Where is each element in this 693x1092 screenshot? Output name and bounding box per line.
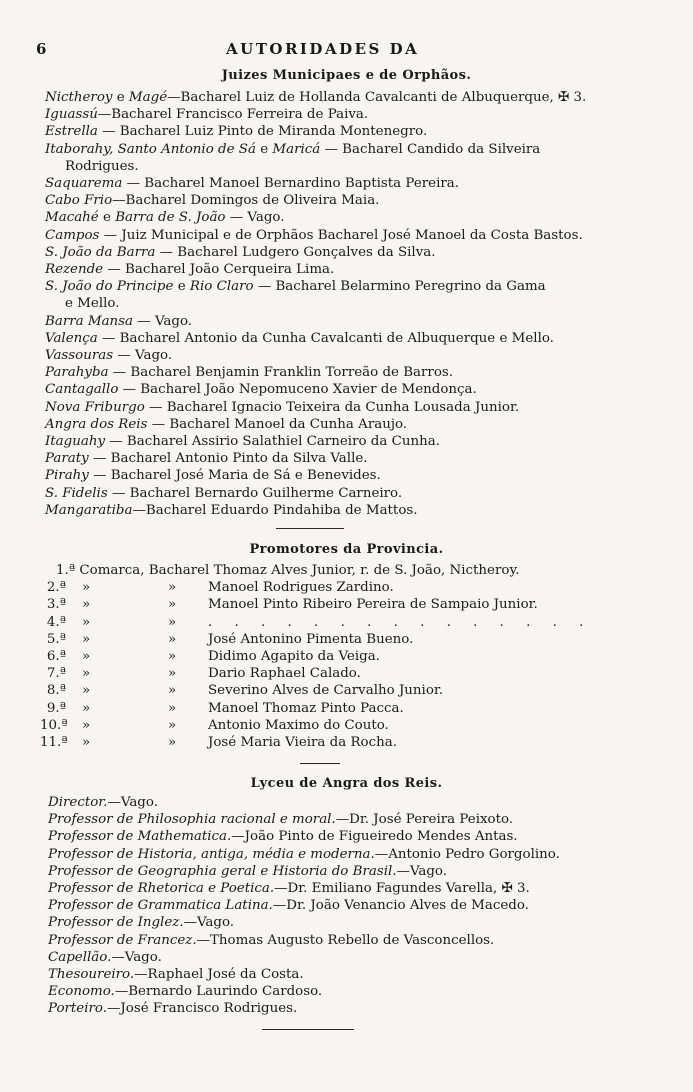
place-name: Maricá — [272, 141, 321, 157]
office-holder: —Raphael José da Costa. — [134, 967, 304, 983]
office-holder: —Thomas Augusto Rebello de Vasconcellos. — [196, 932, 495, 948]
comarca-number: 6.ª — [46, 648, 66, 664]
lyceu-list — [48, 794, 658, 1018]
lyceu-entry — [48, 880, 658, 897]
ditto-mark: » — [168, 734, 177, 750]
place-name: Rio Claro — [189, 279, 254, 295]
juiz-entry — [45, 399, 645, 416]
office-holder: —Dr. Emiliano Fagundes Varella, ✠ 3. — [274, 881, 530, 897]
promotor-name: Antonio Maximo do Couto. — [208, 717, 389, 733]
juiz-entry — [45, 330, 645, 347]
running-title: AUTORIDADES DA — [226, 40, 420, 58]
office-title: Thesoureiro. — [48, 967, 135, 983]
place-name: Nova Friburgo — [45, 399, 145, 415]
office-title: Capellão. — [48, 949, 112, 965]
place-name: Barra de S. João — [115, 210, 226, 226]
ditto-mark: » — [168, 717, 177, 733]
office-title: Professor de Grammatica Latina. — [48, 898, 273, 914]
juiz-entry — [45, 141, 645, 158]
appointee-text: — Bacharel Luiz Pinto de Miranda Montenegro. — [97, 124, 428, 140]
ditto-mark: » — [82, 734, 91, 750]
ditto-mark: » — [168, 580, 177, 596]
promotor-name: Didimo Agapito da Veiga. — [208, 648, 380, 664]
promotor-row — [40, 648, 600, 665]
conjunction: e — [98, 210, 116, 226]
appointee-text: — Bacharel Manoel Bernardino Baptista Pereira. — [122, 176, 459, 192]
office-holder: —Vago. — [396, 863, 448, 879]
office-holder: —Vago. — [111, 949, 162, 965]
lyceu-entry — [48, 949, 658, 966]
promotor-row — [40, 596, 600, 613]
juiz-entry — [45, 467, 645, 484]
juiz-entry — [45, 381, 645, 398]
juiz-entry — [45, 244, 645, 261]
office-title: Professor de Historia, antiga, média e moderna. — [48, 846, 375, 862]
ditto-mark: » — [82, 700, 91, 716]
office-title: Professor de Geographia geral e Historia do Brasil. — [48, 863, 397, 879]
juiz-entry — [45, 502, 645, 519]
lyceu-entry — [48, 983, 658, 1000]
office-title: Director. — [48, 795, 108, 810]
lyceu-entry — [48, 863, 658, 880]
section-divider — [262, 1029, 354, 1030]
juiz-entry — [45, 313, 645, 330]
promotor-row — [40, 614, 600, 631]
lyceu-entry — [48, 846, 658, 863]
promotor-row-first — [40, 562, 600, 579]
office-title: Professor de Inglez. — [48, 915, 184, 931]
juiz-entry — [45, 192, 645, 209]
place-name: Nictheroy — [45, 90, 113, 105]
promotor-name: Dario Raphael Calado. — [208, 666, 361, 682]
appointee-text: —Bacharel Francisco Ferreira de Paiva. — [97, 107, 369, 123]
appointee-text: — Bacharel José Maria de Sá e Benevides. — [88, 468, 381, 484]
office-holder: —João Pinto de Figueiredo Mendes Antas. — [231, 829, 518, 845]
ditto-mark: » — [168, 648, 177, 664]
office-title: Professor de Philosophia racional e moral. — [48, 812, 336, 828]
lyceu-entry — [48, 932, 658, 949]
juiz-entry — [45, 158, 645, 175]
promotor-name: Manoel Thomaz Pinto Pacca. — [208, 700, 404, 716]
appointee-text: — Bacharel João Cerqueira Lima. — [103, 262, 335, 278]
juiz-entry — [45, 227, 645, 244]
juizes-list — [45, 89, 645, 519]
comarca-number: 8.ª — [46, 683, 66, 699]
juiz-entry — [45, 261, 645, 278]
promotor-first-text: 1.ª Comarca, Bacharel Thomaz Alves Junior, r. de S. João, Nictheroy. — [56, 563, 520, 578]
appointee-text: — Bacharel Manoel da Cunha Araujo. — [147, 416, 408, 432]
place-name: Paraty — [45, 451, 89, 467]
appointee-text: — Bacharel Ignacio Teixeira da Cunha Lousada Junior. — [144, 399, 520, 415]
comarca-number: 4.ª — [46, 614, 66, 630]
ditto-mark: » — [82, 631, 91, 647]
office-title: Professor de Rhetorica e Poetica. — [48, 881, 275, 897]
juiz-entry — [45, 278, 645, 295]
promotor-name: Manoel Pinto Ribeiro Pereira de Sampaio Junior. — [208, 597, 538, 613]
office-holder: —Dr. João Venancio Alves de Macedo. — [272, 898, 529, 914]
place-name: S. Fidelis — [45, 485, 108, 501]
comarca-number: 5.ª — [46, 631, 66, 647]
lyceu-entry — [48, 966, 658, 983]
place-name: Macahé — [45, 210, 99, 226]
place-name: Angra dos Reis — [45, 416, 148, 432]
place-name: Mangaratiba — [45, 502, 133, 518]
promotor-row — [40, 682, 600, 699]
ditto-mark: » — [82, 666, 91, 682]
office-holder: —Dr. José Pereira Peixoto. — [335, 812, 514, 828]
juiz-entry — [45, 433, 645, 450]
promotores-list — [40, 562, 600, 751]
comarca-number: 11.ª — [40, 734, 68, 750]
promotor-row — [40, 665, 600, 682]
place-name: Vassouras — [45, 348, 114, 364]
ditto-mark: » — [168, 631, 177, 647]
juizes-section-title: Juizes Municipaes e de Orphãos. — [221, 68, 472, 83]
ditto-mark: » — [168, 683, 177, 699]
promotor-row — [40, 717, 600, 734]
promotor-row — [40, 579, 600, 596]
promotor-name: Severino Alves de Carvalho Junior. — [208, 683, 444, 699]
lyceu-entry — [48, 794, 658, 811]
promotor-row — [40, 631, 600, 648]
place-name: Estrella — [45, 124, 98, 140]
ditto-mark: » — [82, 648, 91, 664]
promotores-section-title: Promotores da Provincia. — [249, 542, 444, 557]
place-name: S. João do Principe — [45, 279, 174, 295]
promotor-row — [40, 734, 600, 751]
appointee-text: — Bacharel Assirio Salathiel Carneiro da Cunha. — [105, 434, 440, 450]
comarca-number: 10.ª — [40, 717, 68, 733]
ditto-mark: » — [82, 683, 91, 699]
section-divider — [300, 763, 340, 764]
ditto-mark: » — [82, 597, 91, 613]
comarca-number: 2.ª — [46, 580, 66, 596]
appointee-text: — Bacharel João Nepomuceno Xavier de Mendonça. — [118, 382, 477, 398]
place-name: Pirahy — [45, 468, 89, 484]
ditto-mark: » — [82, 580, 91, 596]
place-name: Iguassú — [45, 107, 98, 123]
page-header — [36, 40, 656, 62]
lyceu-entry — [48, 811, 658, 828]
office-holder: —Vago. — [107, 795, 158, 810]
lyceu-section-title: Lyceu de Angra dos Reis. — [250, 776, 443, 791]
comarca-number: 7.ª — [46, 666, 66, 682]
promotor-row — [40, 700, 600, 717]
page-number: 6 — [36, 40, 47, 58]
place-name: Campos — [45, 227, 100, 243]
appointee-text: —Bacharel Luiz de Hollanda Cavalcanti de Albuquerque, ✠ 3. — [167, 90, 587, 105]
lyceu-entry — [48, 897, 658, 914]
place-name: S. João da Barra — [45, 244, 156, 260]
appointee-text: — Vago. — [113, 348, 173, 364]
ditto-mark: » — [168, 666, 177, 682]
place-name: Cantagallo — [45, 382, 119, 398]
section-divider — [276, 528, 344, 529]
appointee-text: — Vago. — [133, 313, 193, 329]
office-title: Professor de Francez. — [48, 932, 197, 948]
juiz-entry — [45, 295, 645, 312]
juiz-entry — [45, 106, 645, 123]
appointee-text: — Bacharel Bernardo Guilherme Carneiro. — [107, 485, 403, 501]
appointee-text: —Bacharel Domingos de Oliveira Maia. — [112, 193, 380, 209]
ditto-mark: » — [168, 700, 177, 716]
conjunction: e — [112, 90, 129, 105]
appointee-text: — Bacharel Candido da Silveira — [320, 141, 541, 157]
appointee-text: — Bacharel Belarmino Peregrino da Gama — [253, 279, 546, 295]
appointee-text: — Bacharel Benjamin Franklin Torreão de Barros. — [108, 365, 454, 381]
place-name: Magé — [128, 90, 168, 105]
juiz-entry — [45, 89, 645, 106]
ditto-mark: » — [82, 614, 91, 630]
appointee-text: —Bacharel Eduardo Pindahiba de Mattos. — [132, 502, 418, 518]
promotor-name: José Maria Vieira da Rocha. — [208, 734, 397, 750]
promotor-name: José Antonino Pimenta Bueno. — [208, 631, 414, 647]
ditto-mark: » — [168, 614, 177, 630]
juiz-entry — [45, 347, 645, 364]
juiz-entry — [45, 485, 645, 502]
comarca-number: 9.ª — [46, 700, 66, 716]
office-title: Porteiro. — [48, 1001, 108, 1017]
appointee-text: — Bacharel Antonio Pinto da Silva Valle. — [88, 451, 368, 467]
office-title: Economo. — [48, 984, 115, 1000]
lyceu-entry — [48, 1000, 658, 1017]
conjunction: e — [173, 279, 190, 295]
lyceu-entry — [48, 914, 658, 931]
place-name: Parahyba — [45, 365, 109, 381]
appointee-text: — Vago. — [225, 210, 285, 226]
lyceu-entry — [48, 828, 658, 845]
appointee-text: e Mello. — [65, 296, 120, 312]
appointee-text: Rodrigues. — [65, 158, 139, 174]
juiz-entry — [45, 175, 645, 192]
juiz-entry — [45, 123, 645, 140]
office-holder: —José Francisco Rodrigues. — [107, 1001, 298, 1017]
place-name: Saquarema — [45, 176, 123, 192]
place-name: Valença — [45, 330, 98, 346]
appointee-text: — Bacharel Ludgero Gonçalves da Silva. — [155, 244, 436, 260]
juiz-entry — [45, 209, 645, 226]
place-name: Rezende — [45, 262, 104, 278]
place-name: Barra Mansa — [45, 313, 134, 329]
conjunction: e — [255, 141, 273, 157]
office-holder: —Vago. — [183, 915, 235, 931]
office-holder: —Antonio Pedro Gorgolino. — [374, 846, 560, 862]
ditto-mark: » — [82, 717, 91, 733]
place-name: Itaguahy — [45, 434, 106, 450]
place-name: Itaborahy, Santo Antonio de Sá — [45, 141, 256, 157]
appointee-text: — Bacharel Antonio da Cunha Cavalcanti de Albuquerque e Mello. — [97, 330, 554, 346]
office-holder: —Bernardo Laurindo Cardoso. — [114, 984, 323, 1000]
juiz-entry — [45, 364, 645, 381]
promotor-name: . . . . . . . . . . . . . . . — [208, 614, 593, 630]
comarca-number: 3.ª — [46, 597, 66, 613]
place-name: Cabo Frio — [45, 193, 113, 209]
promotor-name: Manoel Rodrigues Zardino. — [208, 580, 394, 596]
office-title: Professor de Mathematica. — [48, 829, 232, 845]
ditto-mark: » — [168, 597, 177, 613]
juiz-entry — [45, 416, 645, 433]
juiz-entry — [45, 450, 645, 467]
appointee-text: — Juiz Municipal e de Orphãos Bacharel José Manoel da Costa Bastos. — [99, 227, 583, 243]
